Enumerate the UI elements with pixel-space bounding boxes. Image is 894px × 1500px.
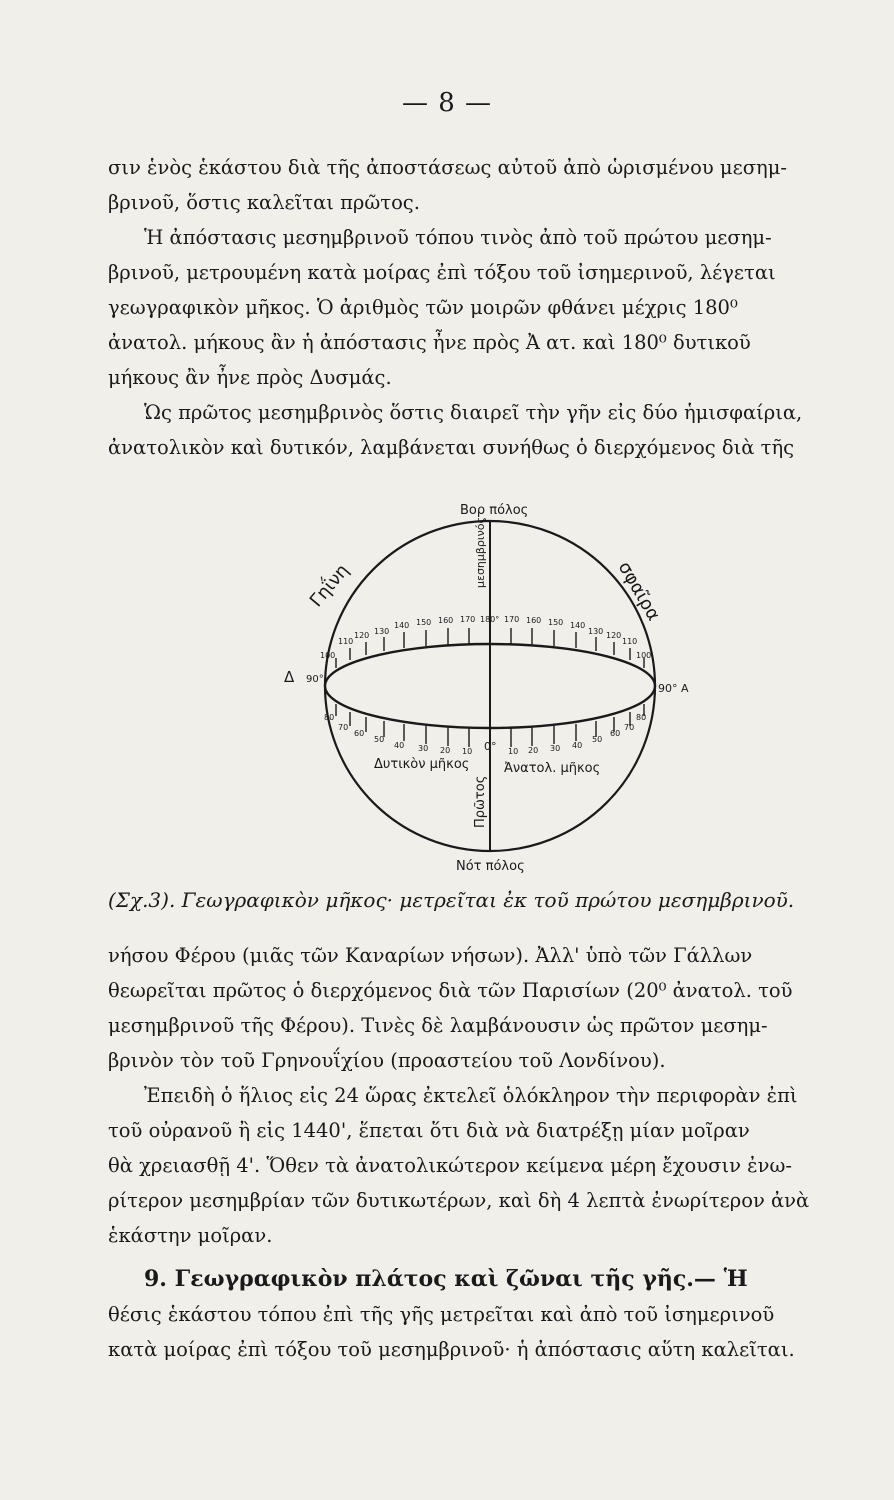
- tick-label: 170: [460, 615, 476, 624]
- tick-label: 170: [504, 615, 520, 624]
- longitude-figure: [270, 498, 690, 878]
- text-line: ἀνατολικὸν καὶ δυτικόν, λαμβάνεται συνήθως ὁ διερχόμενος διὰ τῆς: [108, 436, 795, 459]
- tick-label: 160: [438, 616, 454, 625]
- ninety-left-label: 90°: [306, 674, 324, 685]
- meridian-upper-label: μεσημβρινός: [474, 517, 487, 588]
- text-line: Ἡ ἀπόστασις μεσημβρινοῦ τόπου τινὸς ἀπὸ τοῦ πρώτου μεσημ-: [144, 226, 772, 249]
- text-line: μεσημβρινοῦ τῆς Φέρου). Τινὲς δὲ λαμβάνουσιν ὡς πρῶτον μεσημ-: [108, 1014, 768, 1037]
- text-line: θεωρεῖται πρῶτος ὁ διερχόμενος διὰ τῶν Παρισίων (20⁰ ἀνατολ. τοῦ: [108, 979, 793, 1002]
- text-line: βρινὸν τὸν τοῦ Γρηνουΐχίου (προαστείου τοῦ Λονδίνου).: [108, 1049, 666, 1072]
- tick-label: 120: [606, 631, 622, 640]
- tick-label: 110: [338, 637, 354, 646]
- paragraph-bottom: [108, 938, 878, 1253]
- east-longitude-label: Ἀνατολ. μῆκος: [504, 761, 601, 776]
- tick-label: 40: [572, 741, 583, 750]
- tick-label: 130: [374, 627, 390, 636]
- tick-label: 100: [636, 651, 652, 660]
- tick-label: 30: [418, 744, 429, 753]
- text-line: Ὡς πρῶτος μεσημβρινὸς ὅστις διαιρεῖ τὴν γῆν εἰς δύο ἡμισφαίρια,: [144, 401, 803, 424]
- text-line: βρινοῦ, μετρουμένη κατὰ μοίρας ἐπὶ τόξου τοῦ ἰσημερινοῦ, λέγεται: [108, 261, 776, 284]
- globe-diagram: [270, 498, 690, 878]
- upper-tick-labels-right: [504, 615, 651, 660]
- upper-tick-labels-left: [320, 615, 499, 660]
- tick-label: 50: [374, 735, 385, 744]
- tick-label: 180°: [480, 615, 500, 624]
- tick-label: 70: [624, 723, 635, 732]
- section-9: [108, 1262, 878, 1367]
- tick-label: 130: [588, 627, 604, 636]
- tick-label: 160: [526, 616, 542, 625]
- earth-left-label: Γηΐνη: [305, 560, 354, 612]
- page-number: — 8 —: [401, 88, 493, 118]
- text-line: ἀνατολ. μήκους ἂν ἡ ἀπόστασις ἦνε πρὸς Ἀ ατ. καὶ 180⁰ δυτικοῦ: [108, 331, 751, 354]
- tick-label: 50: [592, 735, 603, 744]
- tick-label: 110: [622, 637, 638, 646]
- tick-label: 10: [508, 747, 519, 756]
- north-pole-label: Βορ πόλος: [460, 503, 529, 518]
- earth-right-label: σφαῖρα: [613, 558, 665, 625]
- tick-label: 140: [394, 621, 410, 630]
- text-line: θέσις ἑκάστου τόπου ἐπὶ τῆς γῆς μετρεῖται καὶ ἀπὸ τοῦ ἰσημερινοῦ: [108, 1303, 775, 1326]
- tick-label: 70: [338, 723, 349, 732]
- tick-label: 10: [462, 747, 473, 756]
- text-line: τοῦ οὐρανοῦ ἢ εἰς 1440', ἕπεται ὅτι διὰ νὰ διατρέξῃ μίαν μοῖραν: [108, 1119, 750, 1142]
- text-line: σιν ἑνὸς ἑκάστου διὰ τῆς ἀποστάσεως αὐτοῦ ἀπὸ ὡρισμένου μεσημ-: [108, 156, 787, 179]
- section-heading: 9. Γεωγραφικὸν πλάτος καὶ ζῶναι τῆς γῆς.— Ἡ: [144, 1266, 748, 1292]
- south-pole-label: Νότ πόλος: [456, 859, 525, 874]
- tick-label: 20: [528, 746, 539, 755]
- tick-label: 120: [354, 631, 370, 640]
- tick-label: 100: [320, 651, 336, 660]
- text-line: βρινοῦ, ὅστις καλεῖται πρῶτος.: [108, 191, 420, 214]
- text-line: κατὰ μοίρας ἐπὶ τόξου τοῦ μεσημβρινοῦ· ἡ ἀπόστασις αὕτη καλεῖται.: [108, 1338, 795, 1361]
- tick-label: 60: [610, 729, 621, 738]
- tick-label: 150: [416, 618, 432, 627]
- lower-tick-labels-left: [324, 713, 472, 756]
- paragraph-top: [108, 150, 878, 465]
- text-line: Ἐπειδὴ ὁ ἥλιος εἰς 24 ὥρας ἐκτελεῖ ὁλόκληρον τὴν περιφορὰν ἐπὶ: [144, 1084, 798, 1107]
- text-line: θὰ χρειασθῇ 4'. Ὅθεν τὰ ἀνατολικώτερον κείμενα μέρη ἔχουσιν ἐνω-: [108, 1154, 792, 1177]
- text-line: νήσου Φέρου (μιᾶς τῶν Καναρίων νήσων). Ἀλλ' ὑπὸ τῶν Γάλλων: [108, 944, 753, 967]
- west-label: Δ: [284, 668, 295, 686]
- zero-label: 0°: [484, 740, 497, 753]
- tick-label: 40: [394, 741, 405, 750]
- figure-caption: (Σχ.3). Γεωγραφικὸν μῆκος· μετρεῖται ἐκ τοῦ πρώτου μεσημβρινοῦ.: [108, 888, 795, 912]
- tick-label: 30: [550, 744, 561, 753]
- tick-label: 150: [548, 618, 564, 627]
- tick-label: 80: [324, 713, 335, 722]
- tick-label: 80: [636, 713, 647, 722]
- text-line: μήκους ἂν ἦνε πρὸς Δυσμάς.: [108, 366, 392, 389]
- ninety-right-label: 90° Α: [658, 682, 689, 695]
- tick-label: 20: [440, 746, 451, 755]
- text-line: γεωγραφικὸν μῆκος. Ὁ ἀριθμὸς τῶν μοιρῶν φθάνει μέχρις 180⁰: [108, 296, 738, 319]
- west-longitude-label: Δυτικὸν μῆκος: [374, 757, 470, 772]
- text-line: ἑκάστην μοῖραν.: [108, 1224, 273, 1247]
- lower-tick-labels-right: [508, 713, 646, 756]
- tick-label: 140: [570, 621, 586, 630]
- tick-label: 60: [354, 729, 365, 738]
- text-line: ρίτερον μεσημβρίαν τῶν δυτικωτέρων, καὶ δὴ 4 λεπτὰ ἐνωρίτερον ἀνὰ: [108, 1189, 810, 1212]
- meridian-lower-label: Πρῶτος: [473, 775, 488, 828]
